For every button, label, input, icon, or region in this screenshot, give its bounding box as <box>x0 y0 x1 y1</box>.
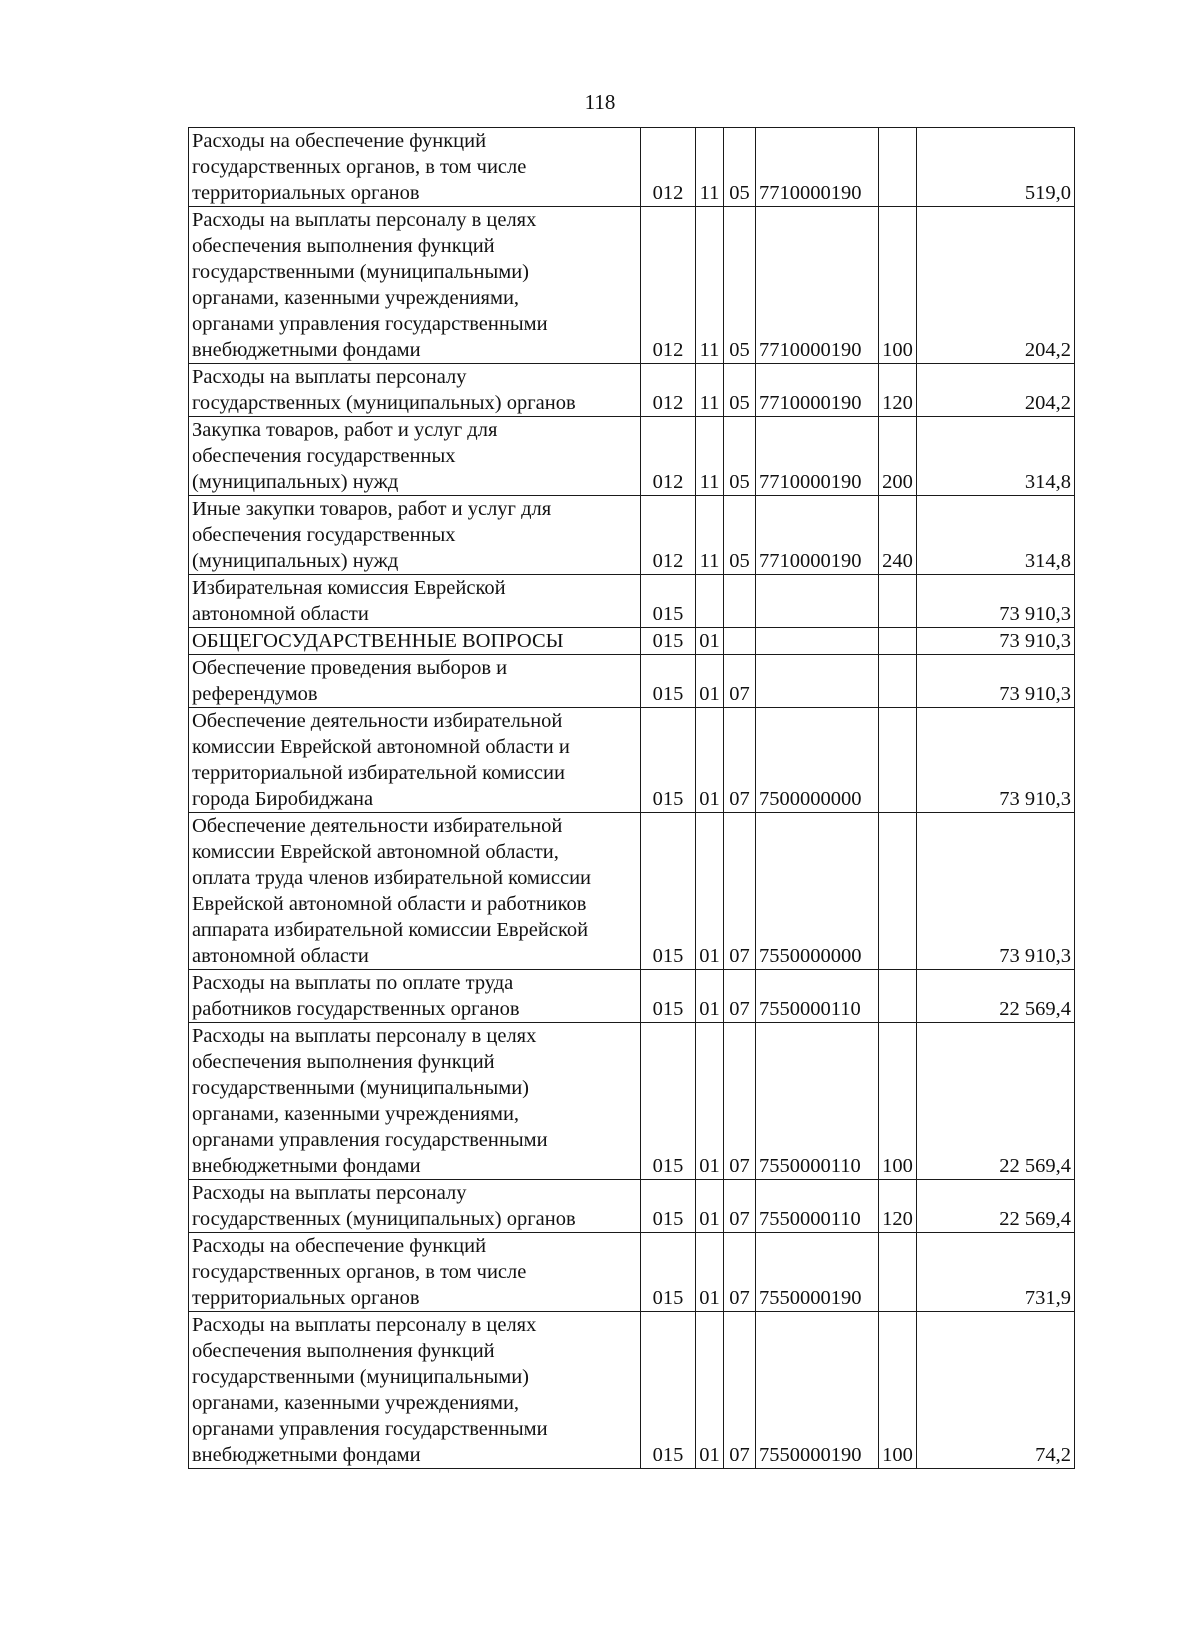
expense-name-cell <box>189 628 641 655</box>
expense-type-cell: 240 <box>879 496 917 575</box>
expense-name-cell <box>189 970 641 1023</box>
admin-code-cell: 015 <box>641 655 696 708</box>
expense-name-line: органами управления государственными <box>192 1418 548 1440</box>
subsection-code-cell: 07 <box>724 1233 756 1312</box>
subsection-code-cell: 07 <box>724 813 756 970</box>
expense-type-cell <box>879 813 917 970</box>
target-article-cell: 7550000190 <box>756 1312 879 1469</box>
expense-name-cell <box>189 655 641 708</box>
section-code-cell: 11 <box>696 417 724 496</box>
admin-code-cell: 012 <box>641 128 696 207</box>
expense-type-cell <box>879 655 917 708</box>
table-row <box>189 1233 1075 1312</box>
expense-type-cell <box>879 970 917 1023</box>
expense-name-line: государственными (муниципальными) <box>192 261 529 283</box>
admin-code-cell: 012 <box>641 207 696 364</box>
admin-code-cell: 015 <box>641 1180 696 1233</box>
expense-name-line: комиссии Еврейской автономной области и <box>192 736 570 758</box>
subsection-code-cell: 07 <box>724 1180 756 1233</box>
section-code-cell: 01 <box>696 813 724 970</box>
expense-name-line: (муниципальных) нужд <box>192 471 399 493</box>
expense-name-line: Обеспечение проведения выборов и <box>192 657 508 679</box>
subsection-code-cell: 05 <box>724 417 756 496</box>
expense-name-line: государственных органов, в том числе <box>192 1261 527 1283</box>
expense-name-line: Расходы на обеспечение функций <box>192 1235 487 1257</box>
table-body <box>189 128 1075 1469</box>
admin-code-cell: 015 <box>641 1312 696 1469</box>
expense-name-line: внебюджетными фондами <box>192 1444 421 1466</box>
expense-name-line: обеспечения выполнения функций <box>192 1340 495 1362</box>
subsection-code-cell <box>724 575 756 628</box>
admin-code-cell: 015 <box>641 1023 696 1180</box>
expense-name-cell <box>189 575 641 628</box>
subsection-code-cell: 07 <box>724 708 756 813</box>
expense-name-cell <box>189 207 641 364</box>
target-article-cell: 7500000000 <box>756 708 879 813</box>
expense-name-line: Расходы на выплаты персоналу в целях <box>192 1025 537 1047</box>
expense-type-cell <box>879 1233 917 1312</box>
expense-name-cell <box>189 1180 641 1233</box>
expense-name-cell <box>189 1233 641 1312</box>
table-row <box>189 364 1075 417</box>
expense-name-cell <box>189 1023 641 1180</box>
expense-name-line: Иные закупки товаров, работ и услуг для <box>192 498 552 520</box>
expense-name-line: государственных (муниципальных) органов <box>192 392 576 414</box>
subsection-code-cell: 05 <box>724 364 756 417</box>
expense-name-line: Расходы на выплаты персоналу <box>192 366 467 388</box>
expense-name-line: автономной области <box>192 603 369 625</box>
expense-name-line: государственных (муниципальных) органов <box>192 1208 576 1230</box>
expense-name-cell <box>189 128 641 207</box>
expense-name-cell <box>189 496 641 575</box>
expense-name-line: Обеспечение деятельности избирательной <box>192 815 563 837</box>
amount-cell: 314,8 <box>917 417 1075 496</box>
expense-name-line: Обеспечение деятельности избирательной <box>192 710 563 732</box>
expense-type-cell: 100 <box>879 207 917 364</box>
expense-type-cell <box>879 128 917 207</box>
expense-name-line: ОБЩЕГОСУДАРСТВЕННЫЕ ВОПРОСЫ <box>192 630 564 652</box>
budget-table <box>188 127 1075 1469</box>
admin-code-cell: 012 <box>641 364 696 417</box>
expense-name-line: аппарата избирательной комиссии Еврейской <box>192 919 589 941</box>
amount-cell: 74,2 <box>917 1312 1075 1469</box>
section-code-cell: 01 <box>696 970 724 1023</box>
expense-name-cell <box>189 364 641 417</box>
section-code-cell <box>696 575 724 628</box>
admin-code-cell: 015 <box>641 575 696 628</box>
section-code-cell: 11 <box>696 496 724 575</box>
table-row <box>189 1312 1075 1469</box>
amount-cell: 314,8 <box>917 496 1075 575</box>
expense-name-line: Расходы на выплаты персоналу <box>192 1182 467 1204</box>
expense-name-line: органами, казенными учреждениями, <box>192 1103 520 1125</box>
expense-type-cell: 120 <box>879 1180 917 1233</box>
target-article-cell: 7710000190 <box>756 364 879 417</box>
expense-name-line: территориальных органов <box>192 1287 420 1309</box>
amount-cell: 204,2 <box>917 207 1075 364</box>
section-code-cell: 01 <box>696 1180 724 1233</box>
table-row <box>189 813 1075 970</box>
expense-name-line: Закупка товаров, работ и услуг для <box>192 419 498 441</box>
page-number: 118 <box>584 90 616 114</box>
table-row <box>189 1180 1075 1233</box>
section-code-cell: 11 <box>696 128 724 207</box>
expense-name-line: обеспечения выполнения функций <box>192 1051 495 1073</box>
expense-name-line: территориальных органов <box>192 182 420 204</box>
expense-name-line: государственных органов, в том числе <box>192 156 527 178</box>
expense-name-line: органами, казенными учреждениями, <box>192 1392 520 1414</box>
amount-cell: 22 569,4 <box>917 970 1075 1023</box>
subsection-code-cell: 07 <box>724 1023 756 1180</box>
target-article-cell: 7550000110 <box>756 1180 879 1233</box>
expense-name-line: референдумов <box>192 683 318 705</box>
admin-code-cell: 015 <box>641 970 696 1023</box>
target-article-cell: 7550000110 <box>756 1023 879 1180</box>
admin-code-cell: 015 <box>641 813 696 970</box>
table-row <box>189 575 1075 628</box>
expense-type-cell: 200 <box>879 417 917 496</box>
section-code-cell: 01 <box>696 708 724 813</box>
section-code-cell: 11 <box>696 364 724 417</box>
target-article-cell <box>756 628 879 655</box>
table-row <box>189 207 1075 364</box>
expense-name-line: Расходы на выплаты персоналу в целях <box>192 1314 537 1336</box>
subsection-code-cell: 05 <box>724 496 756 575</box>
amount-cell: 73 910,3 <box>917 575 1075 628</box>
amount-cell: 73 910,3 <box>917 813 1075 970</box>
amount-cell: 22 569,4 <box>917 1023 1075 1180</box>
expense-type-cell: 120 <box>879 364 917 417</box>
target-article-cell: 7710000190 <box>756 207 879 364</box>
expense-name-line: государственными (муниципальными) <box>192 1077 529 1099</box>
expense-type-cell <box>879 628 917 655</box>
expense-name-line: автономной области <box>192 945 369 967</box>
subsection-code-cell: 07 <box>724 655 756 708</box>
admin-code-cell: 012 <box>641 496 696 575</box>
expense-name-line: органами управления государственными <box>192 1129 548 1151</box>
expense-name-line: Избирательная комиссия Еврейской <box>192 577 506 599</box>
table-row <box>189 655 1075 708</box>
table-row <box>189 708 1075 813</box>
target-article-cell: 7710000190 <box>756 496 879 575</box>
section-code-cell: 01 <box>696 1233 724 1312</box>
subsection-code-cell: 05 <box>724 207 756 364</box>
target-article-cell <box>756 575 879 628</box>
amount-cell: 73 910,3 <box>917 628 1075 655</box>
amount-cell: 204,2 <box>917 364 1075 417</box>
expense-name-line: обеспечения государственных <box>192 524 456 546</box>
section-code-cell: 11 <box>696 207 724 364</box>
expense-name-line: работников государственных органов <box>192 998 520 1020</box>
amount-cell: 519,0 <box>917 128 1075 207</box>
section-code-cell: 01 <box>696 1023 724 1180</box>
table-row <box>189 628 1075 655</box>
expense-name-line: внебюджетными фондами <box>192 339 421 361</box>
expense-type-cell: 100 <box>879 1023 917 1180</box>
expense-name-line: Еврейской автономной области и работников <box>192 893 587 915</box>
target-article-cell: 7710000190 <box>756 128 879 207</box>
section-code-cell: 01 <box>696 1312 724 1469</box>
expense-name-line: обеспечения выполнения функций <box>192 235 495 257</box>
expense-name-line: органами управления государственными <box>192 313 548 335</box>
expense-name-line: органами, казенными учреждениями, <box>192 287 520 309</box>
amount-cell: 731,9 <box>917 1233 1075 1312</box>
expense-name-cell <box>189 417 641 496</box>
admin-code-cell: 015 <box>641 1233 696 1312</box>
amount-cell: 73 910,3 <box>917 708 1075 813</box>
section-code-cell: 01 <box>696 628 724 655</box>
section-code-cell: 01 <box>696 655 724 708</box>
expense-type-cell: 100 <box>879 1312 917 1469</box>
table-row <box>189 417 1075 496</box>
table-row <box>189 496 1075 575</box>
target-article-cell: 7550000110 <box>756 970 879 1023</box>
target-article-cell <box>756 655 879 708</box>
expense-name-cell <box>189 813 641 970</box>
amount-cell: 22 569,4 <box>917 1180 1075 1233</box>
admin-code-cell: 015 <box>641 628 696 655</box>
admin-code-cell: 012 <box>641 417 696 496</box>
expense-name-line: обеспечения государственных <box>192 445 456 467</box>
expense-type-cell <box>879 708 917 813</box>
expense-name-line: территориальной избирательной комиссии <box>192 762 565 784</box>
subsection-code-cell: 07 <box>724 1312 756 1469</box>
target-article-cell: 7550000190 <box>756 1233 879 1312</box>
expense-name-line: города Биробиджана <box>192 788 374 810</box>
expense-name-cell <box>189 708 641 813</box>
expense-name-line: внебюджетными фондами <box>192 1155 421 1177</box>
subsection-code-cell <box>724 628 756 655</box>
admin-code-cell: 015 <box>641 708 696 813</box>
expense-name-cell <box>189 1312 641 1469</box>
subsection-code-cell: 07 <box>724 970 756 1023</box>
table-row <box>189 1023 1075 1180</box>
expense-name-line: Расходы на выплаты по оплате труда <box>192 972 514 994</box>
expense-name-line: Расходы на выплаты персоналу в целях <box>192 209 537 231</box>
amount-cell: 73 910,3 <box>917 655 1075 708</box>
expense-name-line: комиссии Еврейской автономной области, <box>192 841 559 863</box>
table-row <box>189 128 1075 207</box>
expense-name-line: государственными (муниципальными) <box>192 1366 529 1388</box>
expense-name-line: (муниципальных) нужд <box>192 550 399 572</box>
target-article-cell: 7710000190 <box>756 417 879 496</box>
expense-name-line: оплата труда членов избирательной комиссии <box>192 867 592 889</box>
expense-name-line: Расходы на обеспечение функций <box>192 130 487 152</box>
table-row <box>189 970 1075 1023</box>
subsection-code-cell: 05 <box>724 128 756 207</box>
target-article-cell: 7550000000 <box>756 813 879 970</box>
expense-type-cell <box>879 575 917 628</box>
